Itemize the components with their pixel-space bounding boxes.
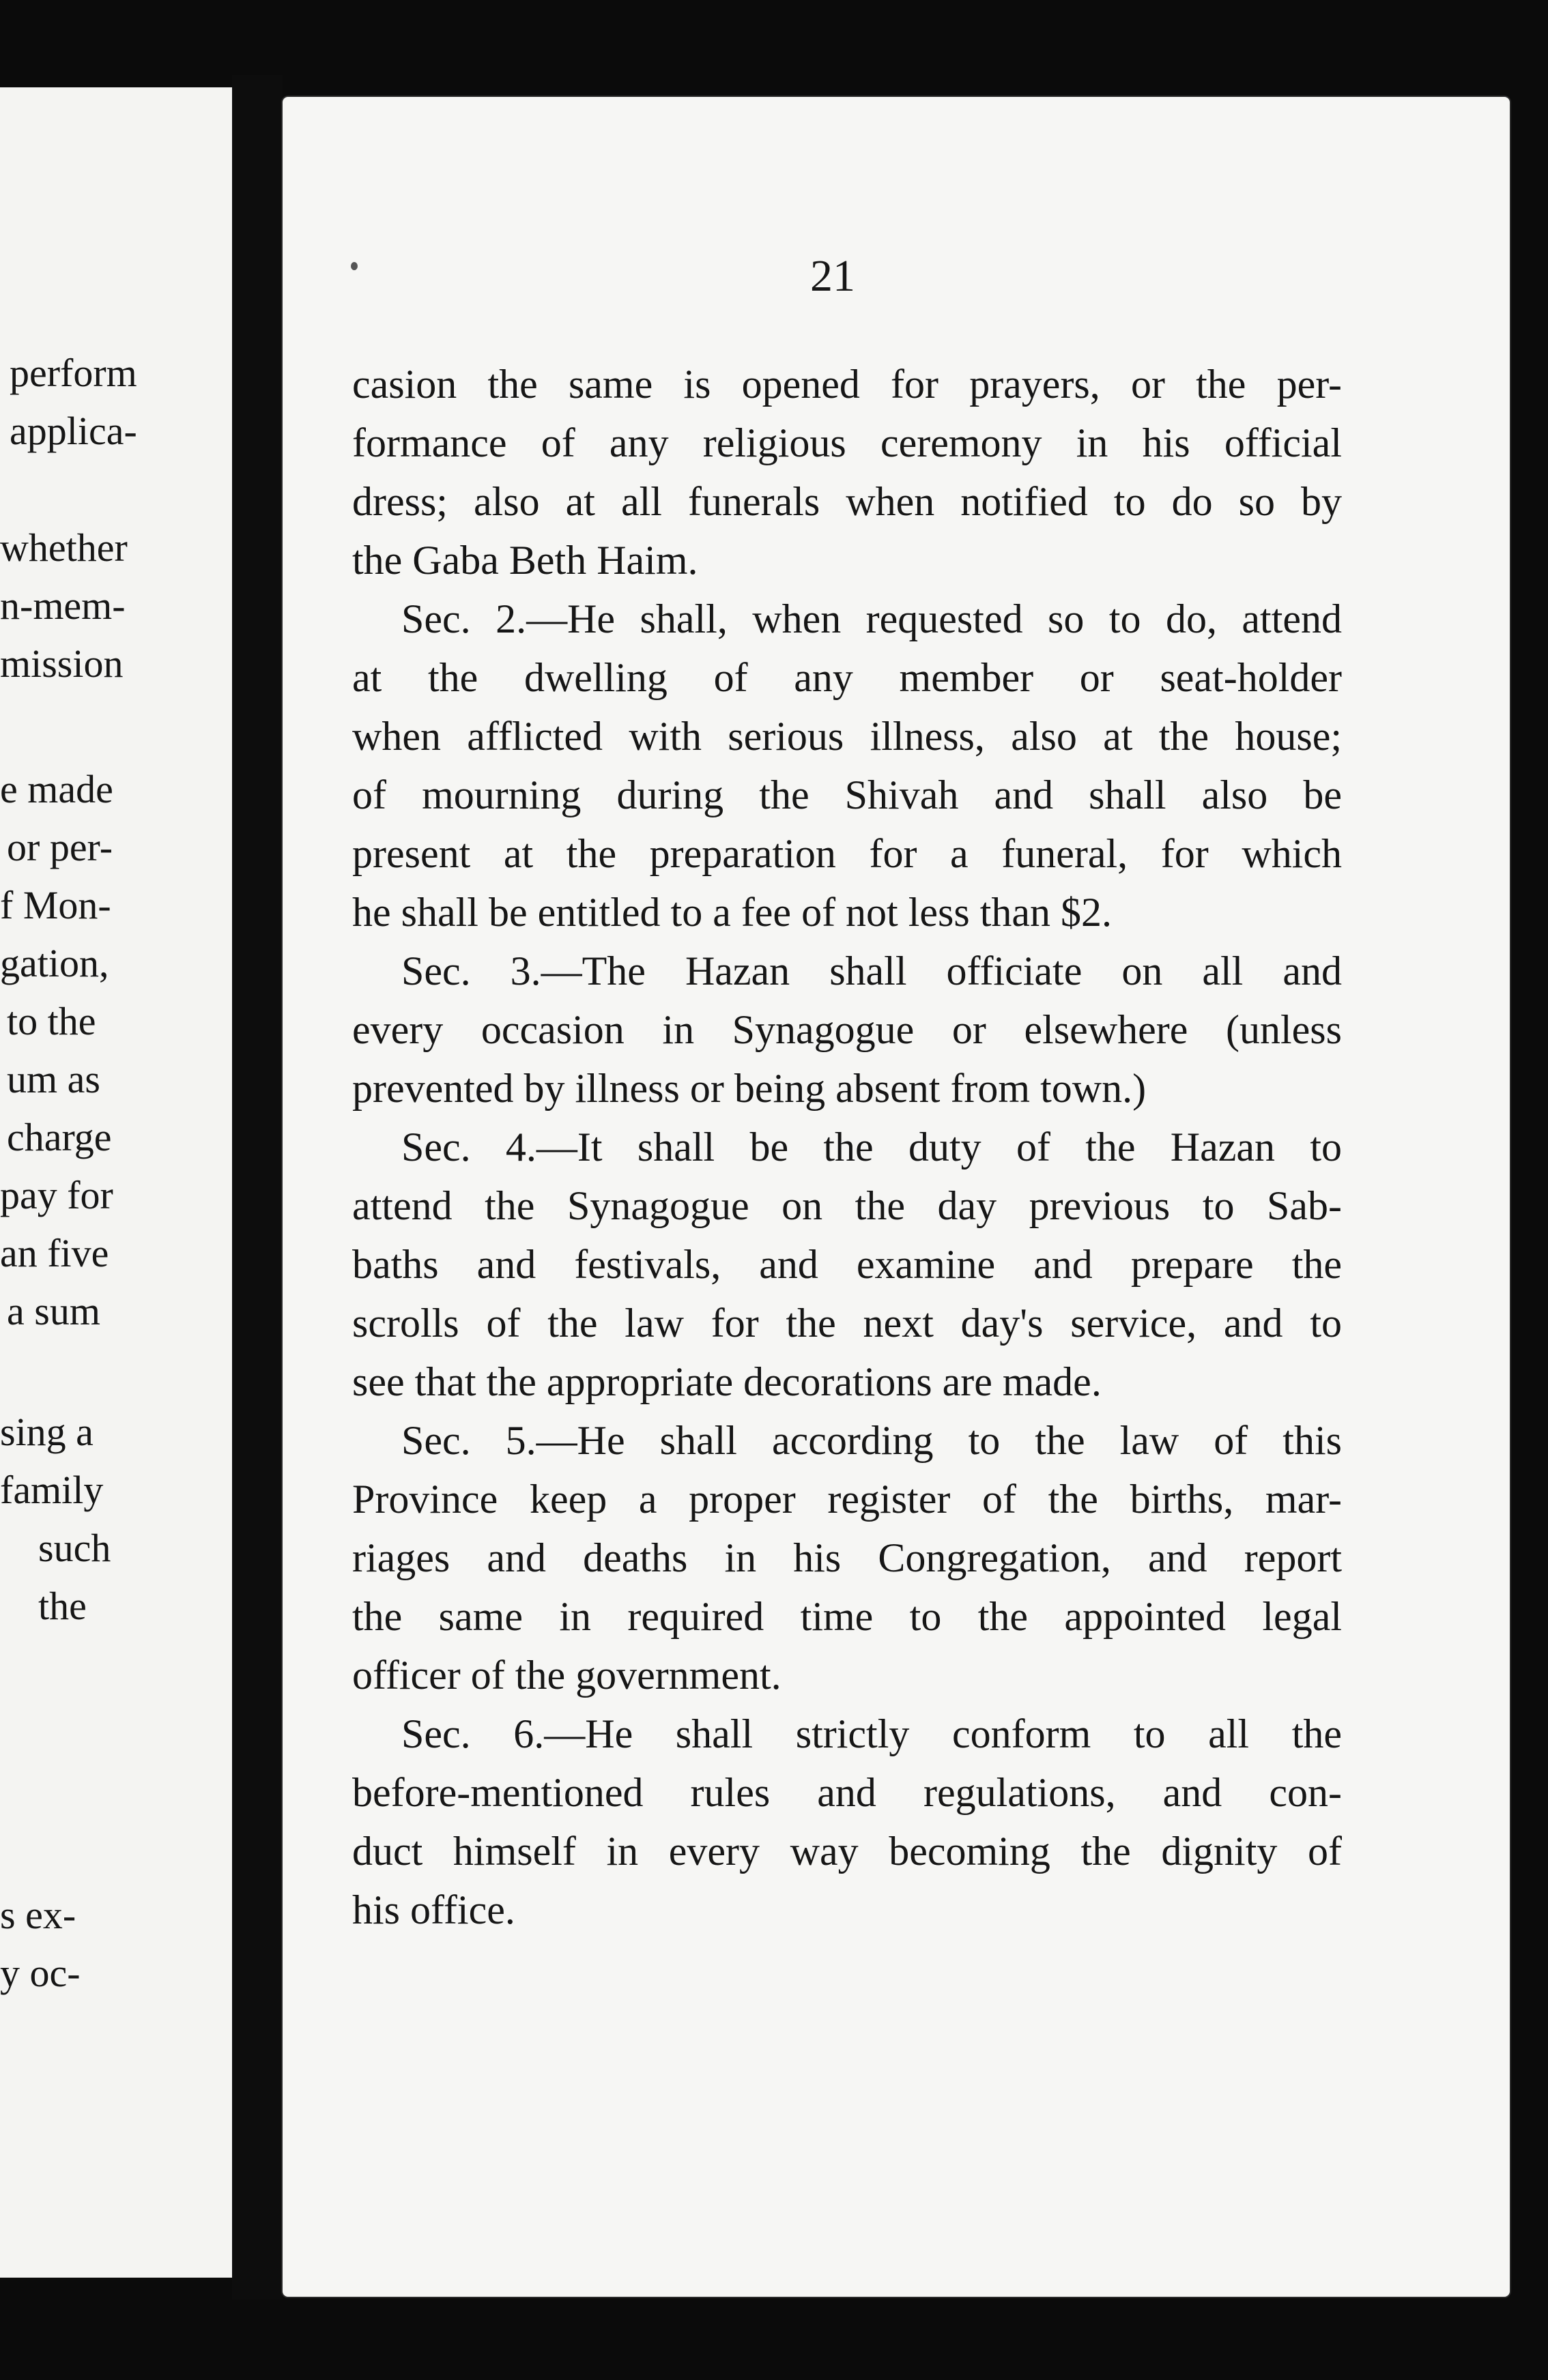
text-line: when afflicted with serious illness, also at the house; [352, 714, 1342, 759]
text-line: officer of the government. [352, 1653, 782, 1698]
left-page-line: whether [0, 525, 128, 570]
left-page-line: e made [0, 767, 113, 811]
book-gutter [232, 75, 283, 2299]
left-page-line: um as [7, 1057, 100, 1101]
left-page-line: mission [0, 641, 124, 686]
text-line: the same in required time to the appointed legal [352, 1594, 1342, 1639]
text-line: Province keep a proper register of the births, mar- [352, 1477, 1342, 1522]
page-body-text [352, 355, 1342, 1939]
text-line: the Gaba Beth Haim. [352, 538, 698, 583]
text-line: riages and deaths in his Congregation, and report [352, 1535, 1342, 1580]
text-line: dress; also at all funerals when notified to do so by [352, 479, 1342, 524]
section-6-start: Sec. 6.—He shall strictly conform to all the [401, 1711, 1342, 1756]
text-line: formance of any religious ceremony in his official [352, 420, 1342, 465]
text-line: baths and festivals, and examine and prepare the [352, 1242, 1342, 1287]
left-page-line: applica- [10, 409, 137, 453]
left-page-line: such [38, 1526, 111, 1570]
text-line: scrolls of the law for the next day's service, and to [352, 1301, 1342, 1346]
section-5-start: Sec. 5.—He shall according to the law of this [401, 1418, 1342, 1463]
left-page-line: pay for [0, 1173, 113, 1217]
left-page-line: gation, [0, 941, 109, 985]
left-page-line: or per- [7, 825, 113, 869]
left-page-line: a sum [7, 1289, 100, 1333]
text-line: duct himself in every way becoming the dignity of [352, 1829, 1342, 1874]
left-page-line: y oc- [0, 1951, 81, 1995]
text-line: at the dwelling of any member or seat-holder [352, 655, 1342, 700]
text-line: attend the Synagogue on the day previous to Sab- [352, 1183, 1342, 1228]
left-page-line: n-mem- [0, 583, 126, 628]
left-page-line: family [0, 1468, 104, 1512]
left-page-line: the [38, 1584, 87, 1628]
text-line: every occasion in Synagogue or elsewhere (unless [352, 1007, 1342, 1052]
text-line: before-mentioned rules and regulations, and con- [352, 1770, 1342, 1815]
text-line: prevented by illness or being absent from town.) [352, 1066, 1147, 1111]
left-page-line: to the [7, 999, 96, 1043]
left-page-line: perform [10, 351, 137, 395]
left-page-line: f Mon- [0, 883, 111, 927]
page-number: 21 [810, 251, 855, 301]
left-facing-page [0, 87, 232, 2278]
section-4-start: Sec. 4.—It shall be the duty of the Hazan to [401, 1124, 1342, 1170]
section-3-start: Sec. 3.—The Hazan shall officiate on all and [401, 948, 1342, 993]
text-line: present at the preparation for a funeral, for which [352, 831, 1342, 876]
left-page-line: s ex- [0, 1893, 76, 1937]
left-page-line: charge [7, 1115, 112, 1159]
left-page-line: sing a [0, 1410, 94, 1454]
ink-speck [351, 262, 358, 270]
text-line: casion the same is opened for prayers, or the per- [352, 362, 1342, 407]
text-line: he shall be entitled to a fee of not less than $2. [352, 890, 1113, 935]
text-line: of mourning during the Shivah and shall also be [352, 772, 1342, 817]
section-2-start: Sec. 2.—He shall, when requested so to do, attend [401, 596, 1342, 641]
text-line: his office. [352, 1887, 515, 1932]
left-page-line: an five [0, 1231, 109, 1275]
text-line: see that the appropriate decorations are made. [352, 1359, 1102, 1404]
